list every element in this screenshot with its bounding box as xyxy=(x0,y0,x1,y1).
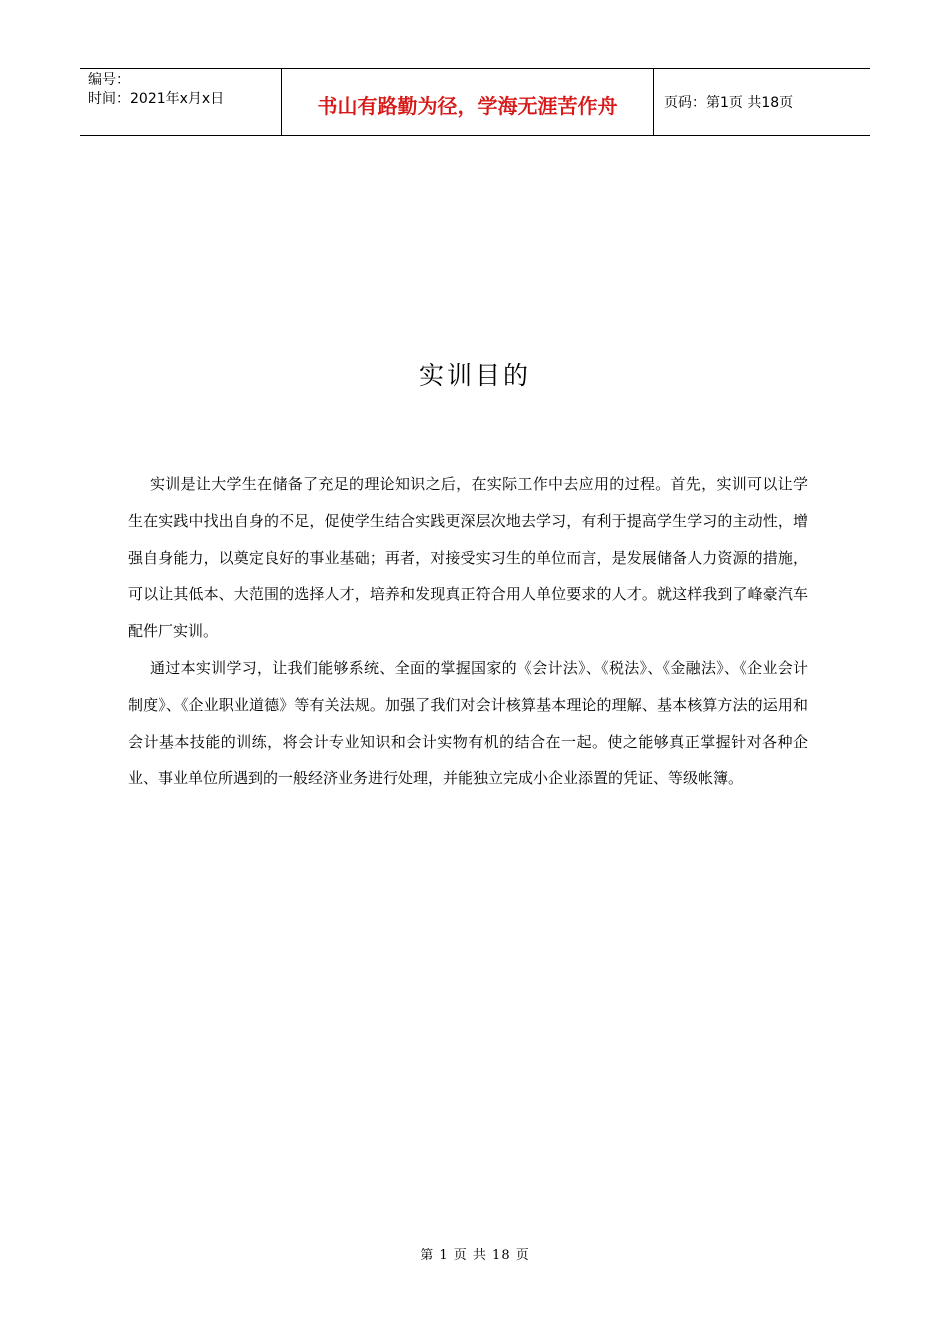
page-header xyxy=(80,68,870,136)
document-title: 实训目的 xyxy=(418,361,531,390)
document-number-label: 编号： xyxy=(88,72,130,88)
header-motto: 书山有路勤为径，学海无涯苦作舟 xyxy=(282,69,654,135)
page-footer: 第 1 页 共 18 页 xyxy=(420,1248,530,1263)
header-page-info: 页码：第1页 共18页 xyxy=(664,95,794,111)
document-body xyxy=(128,466,808,797)
body-paragraph: 通过本实训学习，让我们能够系统、全面的掌握国家的《会计法》、《税法》、《金融法》、《企业会计制度》、《企业职业道德》等有关法规。加强了我们对会计核算基本理论的理解、基本核算方法的运用和会计基本技能的训练，将会计专业知识和会计实物有机的结合在一起。使之能够真正掌握针对各种企业、事业单位所遇到的一般经济业务进行处理，并能独立完成小企业添置的凭证、等级帐簿。 xyxy=(128,658,808,788)
document-date-label: 时间：2021年x月x日 xyxy=(88,91,225,107)
body-paragraph: 实训是让大学生在储备了充足的理论知识之后，在实际工作中去应用的过程。首先，实训可以让学生在实践中找出自身的不足，促使学生结合实践更深层次地去学习，有利于提高学生学习的主动性，增强自身能力，以奠定良好的事业基础；再者，对接受实习生的单位而言，是发展储备人力资源的措施，可以让其低本、大范围的选择人才，培养和发现真正符合用人单位要求的人才。就这样我到了峰豪汽车配件厂实训。 xyxy=(128,475,808,641)
header-meta-cell xyxy=(80,69,282,135)
